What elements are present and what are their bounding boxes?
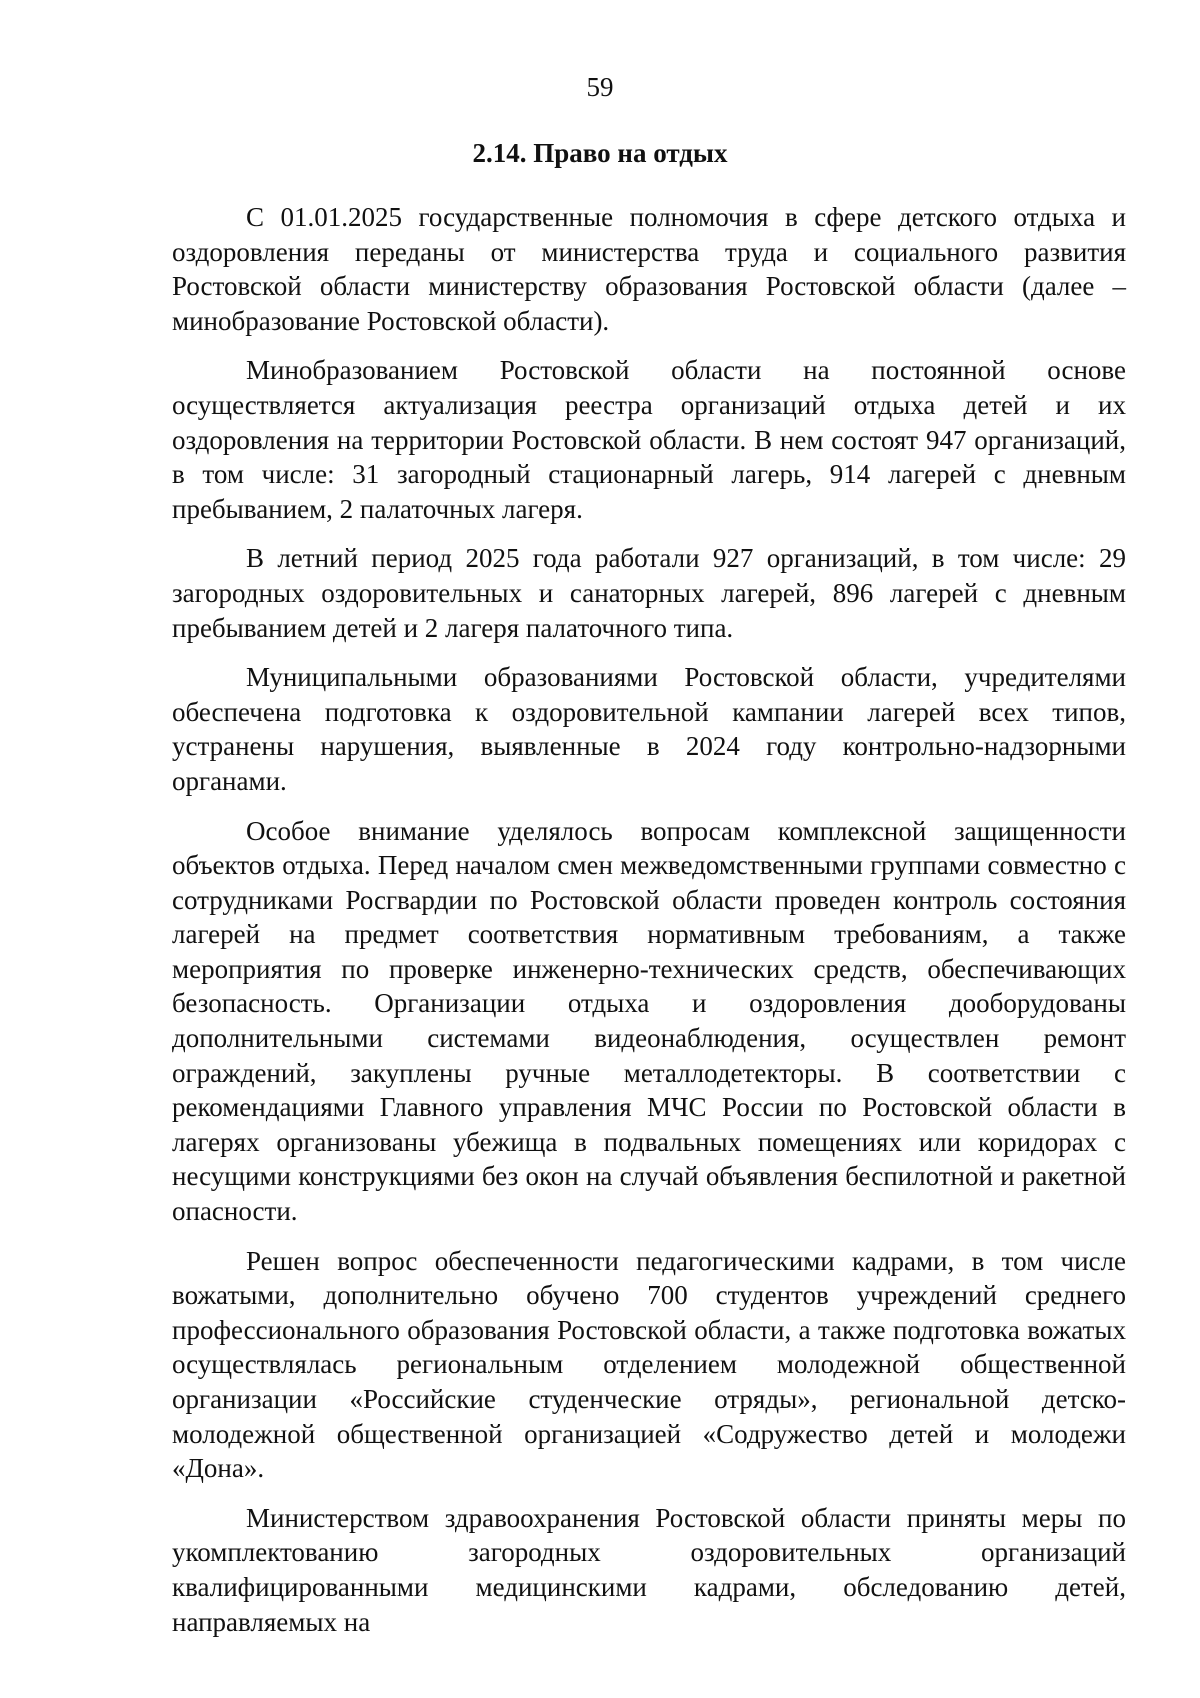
body-text	[172, 200, 1126, 1654]
paragraph: С 01.01.2025 государственные полномочия в сфере детского отдыха и оздоровления переданы от министерства труда и социального развития Ростовской области министерству образования Ростовской области (далее – минобразование Ростовской области).	[172, 202, 1126, 336]
paragraph: Муниципальными образованиями Ростовской области, учредителями обеспечена подготовка к оздоровительной кампании лагерей всех типов, устранены нарушения, выявленные в 2024 году контрольно-надзорными органами.	[172, 662, 1126, 796]
paragraph: Решен вопрос обеспеченности педагогическими кадрами, в том числе вожатыми, дополнительно обучено 700 студентов учреждений среднего профессионального образования Ростовской области, а также подготовка вожатых осуществлялась региональным отделением молодежной общественной организации «Российские студенческие отряды», региональной детско-молодежной общественной организацией «Содружество детей и молодежи «Дона».	[172, 1245, 1126, 1484]
paragraph: Особое внимание уделялось вопросам комплексной защищенности объектов отдыха. Перед началом смен межведомственными группами совместно с сотрудниками Росгвардии по Ростовской области проведен контроль состояния лагерей на предмет соответствия нормативным требованиям, а также мероприятия по проверке инженерно-технических средств, обеспечивающих безопасность. Организации отдыха и оздоровления дооборудованы дополнительными системами видеонаблюдения, осуществлен ремонт ограждений, закуплены ручные металлодетекторы. В соответствии с рекомендациями Главного управления МЧС России по Ростовской области в лагерях организованы убежища в подвальных помещениях или коридорах с несущими конструкциями без окон на случай объявления беспилотной и ракетной опасности.	[172, 815, 1126, 1227]
paragraph: Министерством здравоохранения Ростовской области приняты меры по укомплектованию загородных оздоровительных организаций квалифицированными медицинскими кадрами, обследованию детей, направляемых на	[172, 1502, 1126, 1637]
paragraph: В летний период 2025 года работали 927 организаций, в том числе: 29 загородных оздоровительных и санаторных лагерей, 896 лагерей с дневным пребыванием детей и 2 лагеря палаточного типа.	[172, 543, 1126, 643]
section-title: 2.14. Право на отдых	[472, 138, 728, 168]
paragraph: Минобразованием Ростовской области на постоянной основе осуществляется актуализация реестра организаций отдыха детей и их оздоровления на территории Ростовской области. В нем состоят 947 организаций, в том числе: 31 загородный стационарный лагерь, 914 лагерей с дневным пребыванием, 2 палаточных лагеря.	[172, 355, 1126, 524]
page-number: 59	[586, 72, 614, 102]
